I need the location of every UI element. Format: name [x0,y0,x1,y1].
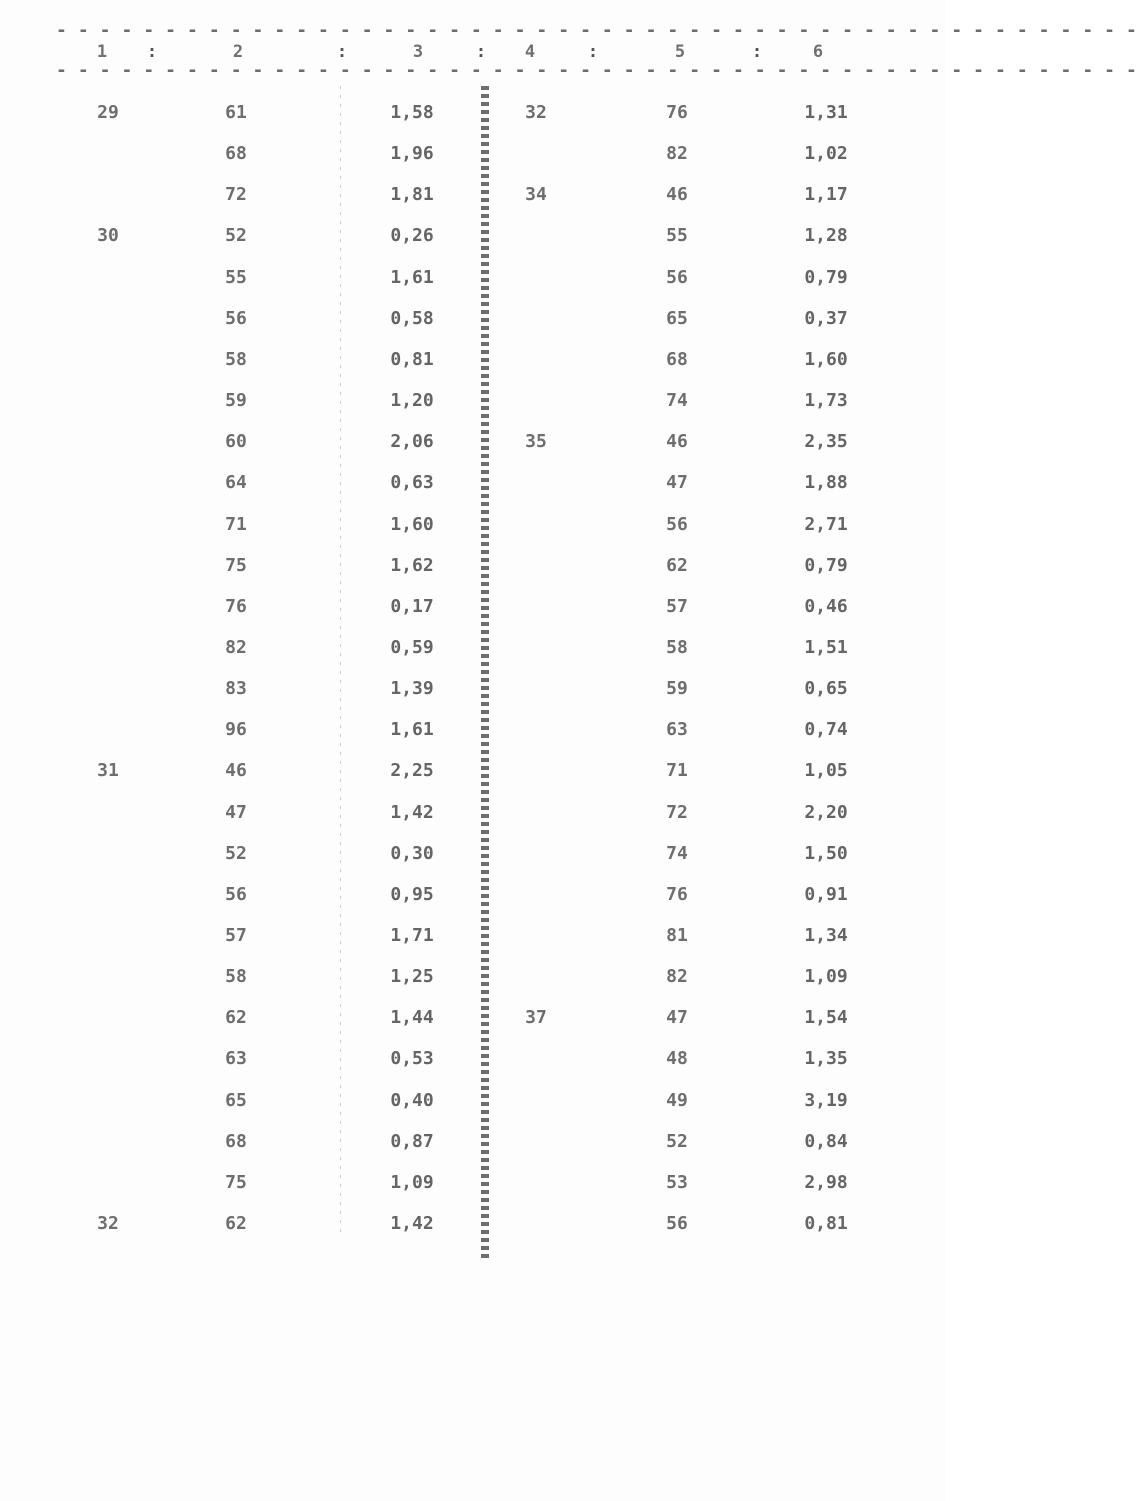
cell-col-3: 1,61 [390,719,434,740]
cell-col-3: 0,95 [390,884,434,905]
cell-col-2: 75 [225,555,247,576]
cell-col-6: 1,28 [804,225,848,246]
cell-col-5: 57 [666,596,688,617]
cell-col-5: 53 [666,1172,688,1193]
cell-col-5: 74 [666,390,688,411]
cell-col-3: 1,39 [390,678,434,699]
cell-col-2: 71 [225,514,247,535]
cell-col-5: 71 [666,760,688,781]
cell-col-6: 1,50 [804,843,848,864]
cell-col-4: 35 [525,431,547,452]
cell-col-4: 37 [525,1007,547,1028]
cell-col-3: 0,17 [390,596,434,617]
cell-col-5: 62 [666,555,688,576]
cell-col-2: 64 [225,472,247,493]
cell-col-3: 1,09 [390,1172,434,1193]
cell-col-3: 0,53 [390,1048,434,1069]
cell-col-6: 3,19 [804,1090,848,1111]
cell-col-2: 68 [225,1131,247,1152]
cell-col-2: 65 [225,1090,247,1111]
cell-col-6: 1,51 [804,637,848,658]
cell-col-3: 1,58 [390,102,434,123]
header-bottom-dash-rule: -------------------------------------------------- [56,60,1148,81]
cell-col-6: 0,91 [804,884,848,905]
cell-col-2: 58 [225,349,247,370]
cell-col-5: 59 [666,678,688,699]
cell-col-3: 0,30 [390,843,434,864]
cell-col-3: 0,40 [390,1090,434,1111]
cell-col-3: 1,42 [390,802,434,823]
column-header-6: 6 [812,42,824,62]
cell-col-2: 59 [225,390,247,411]
column-header-2: 2 [232,42,244,62]
header-separator: : [146,42,158,62]
cell-col-2: 83 [225,678,247,699]
cell-col-2: 47 [225,802,247,823]
cell-col-6: 2,35 [804,431,848,452]
cell-col-5: 56 [666,1213,688,1234]
cell-col-2: 52 [225,843,247,864]
cell-col-5: 72 [666,802,688,823]
cell-col-5: 82 [666,966,688,987]
cell-col-5: 52 [666,1131,688,1152]
column-header-5: 5 [674,42,686,62]
cell-col-5: 82 [666,143,688,164]
cell-col-2: 60 [225,431,247,452]
cell-col-6: 0,46 [804,596,848,617]
cell-col-2: 62 [225,1213,247,1234]
cell-col-6: 1,73 [804,390,848,411]
cell-col-6: 1,09 [804,966,848,987]
cell-col-6: 1,34 [804,925,848,946]
cell-col-6: 1,88 [804,472,848,493]
cell-col-6: 1,54 [804,1007,848,1028]
cell-col-3: 0,63 [390,472,434,493]
cell-col-2: 96 [225,719,247,740]
cell-col-2: 72 [225,184,247,205]
cell-col-6: 1,02 [804,143,848,164]
cell-col-5: 47 [666,472,688,493]
cell-col-2: 56 [225,308,247,329]
header-separator: : [336,42,348,62]
cell-col-6: 0,74 [804,719,848,740]
cell-col-6: 2,20 [804,802,848,823]
center-column-divider [481,86,489,1258]
cell-col-1: 32 [97,1213,119,1234]
column-header-1: 1 [96,42,108,62]
cell-col-2: 61 [225,102,247,123]
cell-col-6: 1,17 [804,184,848,205]
cell-col-6: 1,35 [804,1048,848,1069]
cell-col-1: 30 [97,225,119,246]
cell-col-3: 0,87 [390,1131,434,1152]
header-top-dash-rule: -------------------------------------------------- [56,20,1148,41]
column-header-3: 3 [412,42,424,62]
cell-col-3: 0,26 [390,225,434,246]
header-separator: : [587,42,599,62]
cell-col-6: 0,79 [804,555,848,576]
cell-col-2: 55 [225,267,247,288]
cell-col-6: 0,79 [804,267,848,288]
cell-col-4: 34 [525,184,547,205]
cell-col-2: 57 [225,925,247,946]
cell-col-2: 58 [225,966,247,987]
cell-col-5: 56 [666,514,688,535]
cell-col-3: 1,61 [390,267,434,288]
cell-col-3: 0,58 [390,308,434,329]
cell-col-5: 48 [666,1048,688,1069]
cell-col-5: 56 [666,267,688,288]
cell-col-3: 1,62 [390,555,434,576]
cell-col-3: 1,96 [390,143,434,164]
cell-col-2: 82 [225,637,247,658]
cell-col-3: 2,06 [390,431,434,452]
cell-col-6: 1,31 [804,102,848,123]
cell-col-3: 1,20 [390,390,434,411]
header-separator: : [475,42,487,62]
cell-col-5: 68 [666,349,688,370]
cell-col-5: 74 [666,843,688,864]
cell-col-2: 68 [225,143,247,164]
cell-col-6: 0,84 [804,1131,848,1152]
cell-col-2: 76 [225,596,247,617]
column-header-4: 4 [524,42,536,62]
cell-col-3: 0,59 [390,637,434,658]
cell-col-6: 0,65 [804,678,848,699]
cell-col-2: 56 [225,884,247,905]
cell-col-6: 0,37 [804,308,848,329]
faint-column-rule [340,86,341,1236]
cell-col-3: 1,42 [390,1213,434,1234]
cell-col-5: 76 [666,102,688,123]
cell-col-6: 2,71 [804,514,848,535]
cell-col-6: 1,05 [804,760,848,781]
cell-col-3: 1,44 [390,1007,434,1028]
cell-col-5: 63 [666,719,688,740]
cell-col-5: 47 [666,1007,688,1028]
cell-col-6: 2,98 [804,1172,848,1193]
cell-col-3: 1,81 [390,184,434,205]
cell-col-5: 55 [666,225,688,246]
cell-col-5: 46 [666,184,688,205]
cell-col-1: 31 [97,760,119,781]
cell-col-5: 46 [666,431,688,452]
cell-col-2: 75 [225,1172,247,1193]
cell-col-3: 1,25 [390,966,434,987]
cell-col-2: 46 [225,760,247,781]
cell-col-6: 1,60 [804,349,848,370]
header-separator: : [751,42,763,62]
cell-col-5: 81 [666,925,688,946]
cell-col-4: 32 [525,102,547,123]
cell-col-1: 29 [97,102,119,123]
cell-col-5: 49 [666,1090,688,1111]
cell-col-3: 1,71 [390,925,434,946]
cell-col-5: 65 [666,308,688,329]
cell-col-6: 0,81 [804,1213,848,1234]
cell-col-2: 62 [225,1007,247,1028]
cell-col-5: 76 [666,884,688,905]
cell-col-3: 0,81 [390,349,434,370]
cell-col-5: 58 [666,637,688,658]
cell-col-2: 52 [225,225,247,246]
cell-col-3: 1,60 [390,514,434,535]
cell-col-3: 2,25 [390,760,434,781]
cell-col-2: 63 [225,1048,247,1069]
